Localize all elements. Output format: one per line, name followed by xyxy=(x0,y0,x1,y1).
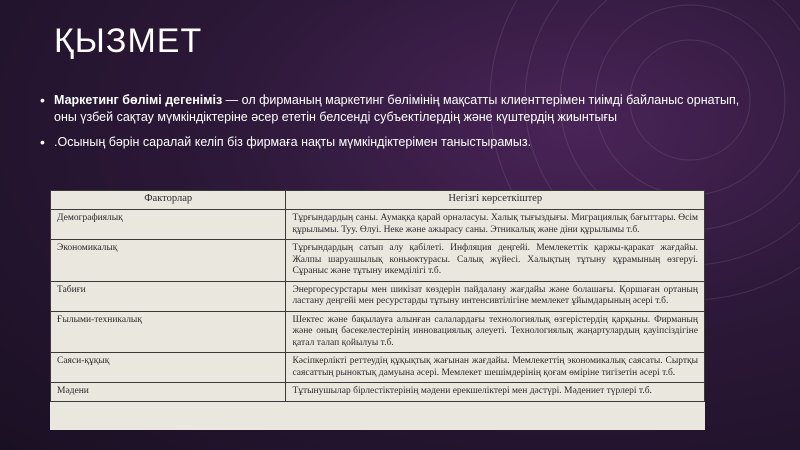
cell-factor: Демографиялық xyxy=(51,210,286,240)
table-row xyxy=(51,311,705,353)
bullet-item xyxy=(40,92,740,126)
cell-factor: Мәдени xyxy=(51,383,286,402)
table-row xyxy=(51,383,705,402)
bullet-dot-icon: • xyxy=(40,92,45,108)
cell-indicators: Тұрғындардың сатып алу қабілеті. Инфляция деңгейі. Мемлекеттік қаржы-қаракат жағдайы. Жалпы шаруашылық коньюктурасы. Салық жүйесі. Халықтың тұтыну құрамының өзгеруі. Сұраныс және тұтыну икемділігі т.б. xyxy=(286,240,705,282)
factors-table-image xyxy=(50,190,705,430)
bullet-body: .Осының бәрін саралай келіп біз фирмаға нақты мүмкіндіктерімен таныстырамыз. xyxy=(54,135,532,149)
bullet-list xyxy=(40,92,740,159)
factors-table xyxy=(50,190,705,402)
table-row xyxy=(51,281,705,311)
table-row xyxy=(51,240,705,282)
slide-title: ҚЫЗМЕТ xyxy=(54,22,203,60)
bullet-item xyxy=(40,134,740,151)
bullet-text xyxy=(54,92,740,126)
cell-indicators: Кәсіпкерлікті реттеудің құқықтық жағынан жағдайы. Мемлекеттің экономикалық саясаты. Сыртқы саясаттың рыноктық дамуына әсері. Мемлекет шешімдерінің қоғам өміріне тигізетін әсері т.б. xyxy=(286,353,705,383)
bullet-dot-icon: • xyxy=(40,134,45,150)
bullet-body: — ол фирманың маркетинг бөлімінің мақсатты клиенттерімен тиімді байланыс орнатып, оны үзбей сақтау мүмкіндіктеріне әсер ететін белсенді субъектілердің және күштердің жиынтығы xyxy=(54,93,740,124)
table-row xyxy=(51,353,705,383)
bullet-text xyxy=(54,134,531,151)
cell-factor: Саяси-құқық xyxy=(51,353,286,383)
bullet-bold-term: Маркетинг бөлімі дегеніміз xyxy=(54,93,223,107)
cell-indicators: Тұрғындардың саны. Аумаққа қарай орналасуы. Халық тығыздығы. Миграциялық бағыттары. Өсім құрылымы. Туу. Өлуі. Неке және ажырасу саны. Этникалық және діни құрылымы т.б. xyxy=(286,210,705,240)
header-factors: Факторлар xyxy=(51,191,286,210)
cell-indicators: Тұтынушылар бірлестіктерінің мәдени ерекшеліктері мен дәстүрі. Мәдениет түрлері т.б. xyxy=(286,383,705,402)
cell-indicators: Шектес және бақылауға алынған салалардағы технологиялық өзгерістердің қарқыны. Фирманың және оның бәсекелестерінің инновациялық әлеуеті. Технологиялық жаңартулардың қауіпсіздігіне қатал талап қойылуы т.б. xyxy=(286,311,705,353)
cell-factor: Ғылыми-техникалық xyxy=(51,311,286,353)
cell-factor: Табиғи xyxy=(51,281,286,311)
table-header-row xyxy=(51,191,705,210)
cell-indicators: Энергоресурстары мен шикізат көздерін пайдалану жағдайы және болашағы. Қоршаған ортаның ластану деңгейі мен ресурстарды тұтыну интенсивтілігіне мемлекет ұйымдарының әсері т.б. xyxy=(286,281,705,311)
table-row xyxy=(51,210,705,240)
cell-factor: Экономикалық xyxy=(51,240,286,282)
header-indicators: Негізгі көрсеткіштер xyxy=(286,191,705,210)
